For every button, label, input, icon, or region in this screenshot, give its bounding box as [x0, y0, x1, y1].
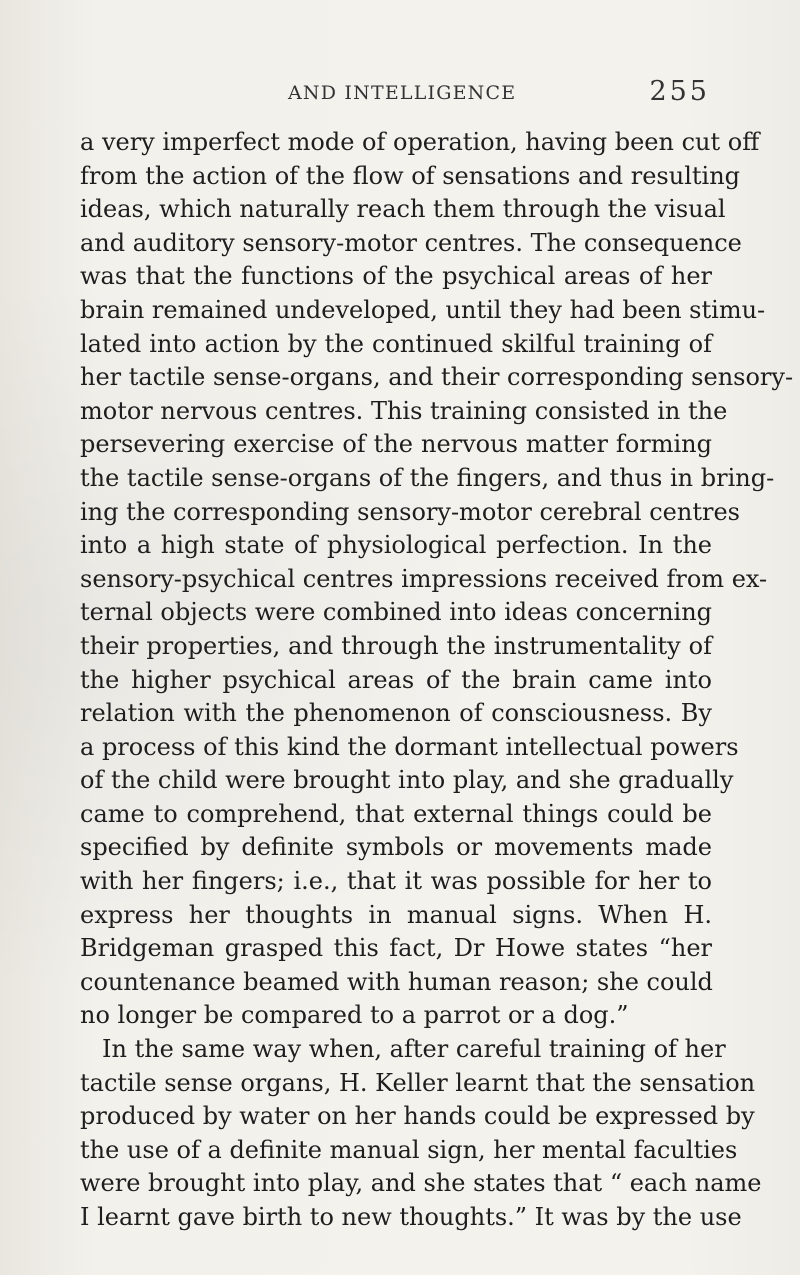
text-line: the use of a definite manual sign, her mental faculties	[80, 1135, 738, 1164]
text-line: was that the functions of the psychical areas of her	[80, 262, 712, 291]
text-line: into a high state of physiological perfection. In the	[80, 531, 712, 560]
text-line: relation with the phenomenon of consciousness. By	[80, 699, 712, 728]
text-line: of the child were brought into play, and she gradually	[80, 766, 734, 795]
text-line: tactile sense organs, H. Keller learnt that the sensation	[80, 1068, 756, 1097]
text-line: brain remained undeveloped, until they had been stimu-	[80, 295, 766, 324]
text-line: I learnt gave birth to new thoughts.” It was by the use	[80, 1203, 742, 1231]
text-line: persevering exercise of the nervous matter forming	[80, 430, 712, 459]
text-line: countenance beamed with human reason; she could	[80, 967, 713, 996]
text-line: sensory-psychical centres impressions received from ex-	[80, 564, 768, 593]
text-line: produced by water on her hands could be expressed by	[80, 1102, 755, 1131]
text-line: motor nervous centres. This training consisted in the	[80, 396, 728, 425]
text-line: her tactile sense-organs, and their corresponding sensory-	[80, 363, 794, 392]
running-head-title: AND INTELLIGENCE	[288, 82, 517, 104]
text-line: the tactile sense-organs of the fingers, and thus in bring-	[80, 463, 775, 492]
text-line: from the action of the flow of sensations and resulting	[80, 161, 741, 190]
text-line: a process of this kind the dormant intellectual powers	[80, 732, 739, 761]
text-line: lated into action by the continued skilful training of	[80, 329, 712, 358]
text-line: and auditory sensory-motor centres. The consequence	[80, 228, 742, 257]
text-line: ideas, which naturally reach them through the visual	[80, 195, 726, 224]
text-line: specified by definite symbols or movements made	[80, 833, 712, 862]
text-line: with her fingers; i.e., that it was possible for her to	[80, 867, 712, 896]
text-line: ing the corresponding sensory-motor cerebral centres	[80, 497, 740, 526]
text-line: came to comprehend, that external things could be	[80, 799, 712, 828]
text-line: express her thoughts in manual signs. When H.	[80, 900, 712, 929]
text-line: ternal objects were combined into ideas concerning	[80, 598, 713, 627]
paragraph-end-line: no longer be compared to a parrot or a dog.”	[80, 1001, 629, 1030]
text-line: the higher psychical areas of the brain came into	[80, 665, 712, 694]
paragraph-start-line: In the same way when, after careful training of her	[102, 1035, 726, 1064]
text-line: Bridgeman grasped this fact, Dr Howe states “her	[80, 934, 712, 963]
text-line: a very imperfect mode of operation, having been cut off	[80, 128, 760, 156]
text-line: their properties, and through the instrumentality of	[80, 631, 712, 660]
text-line: were brought into play, and she states that “ each name	[80, 1169, 762, 1198]
page-number: 255	[649, 76, 710, 107]
body-text	[80, 126, 794, 1235]
running-head	[70, 76, 710, 120]
